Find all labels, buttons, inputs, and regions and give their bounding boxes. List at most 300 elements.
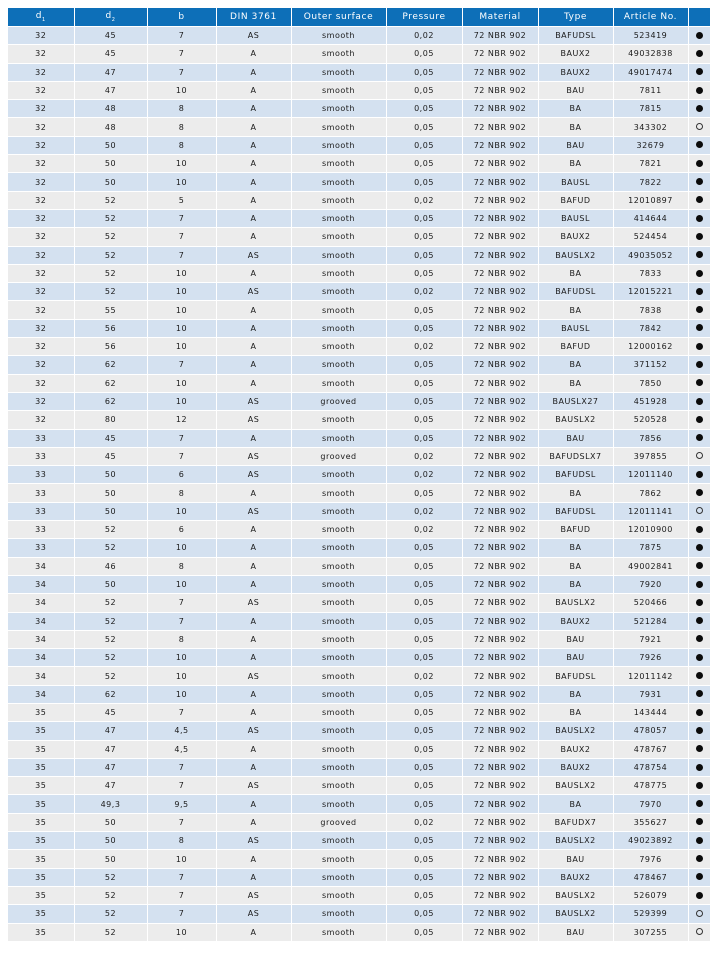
cell-d1: 34 xyxy=(8,685,74,703)
cell-material: 72 NBR 902 xyxy=(462,612,538,630)
cell-pressure: 0,02 xyxy=(386,502,462,520)
cell-b: 10 xyxy=(147,575,216,593)
cell-din-3761: A xyxy=(216,155,291,173)
cell-din-3761: AS xyxy=(216,594,291,612)
cell-availability xyxy=(688,777,710,795)
cell-availability xyxy=(688,502,710,520)
cell-article-no: 355627 xyxy=(613,813,688,831)
cell-din-3761: A xyxy=(216,868,291,886)
cell-din-3761: A xyxy=(216,630,291,648)
cell-d2: 47 xyxy=(74,740,147,758)
cell-din-3761: AS xyxy=(216,447,291,465)
cell-d1: 35 xyxy=(8,722,74,740)
cell-outer-surface: smooth xyxy=(291,246,386,264)
table-row[interactable] xyxy=(8,209,710,227)
cell-availability xyxy=(688,136,710,154)
cell-article-no: 7815 xyxy=(613,100,688,118)
header-d2-subscript: 2 xyxy=(111,16,116,23)
cell-outer-surface: smooth xyxy=(291,777,386,795)
cell-d1: 32 xyxy=(8,63,74,81)
table-row[interactable] xyxy=(8,575,710,593)
cell-outer-surface: smooth xyxy=(291,45,386,63)
cell-b: 10 xyxy=(147,264,216,282)
cell-pressure: 0,05 xyxy=(386,850,462,868)
cell-pressure: 0,05 xyxy=(386,264,462,282)
cell-pressure: 0,02 xyxy=(386,191,462,209)
table-row[interactable] xyxy=(8,649,710,667)
filled-circle-icon xyxy=(696,855,703,862)
cell-outer-surface: smooth xyxy=(291,209,386,227)
cell-article-no: 524454 xyxy=(613,228,688,246)
cell-availability xyxy=(688,374,710,392)
cell-d1: 34 xyxy=(8,557,74,575)
table-row[interactable] xyxy=(8,191,710,209)
cell-b: 7 xyxy=(147,246,216,264)
table-row[interactable] xyxy=(8,832,710,850)
header-b[interactable]: b xyxy=(147,8,216,27)
cell-b: 7 xyxy=(147,612,216,630)
filled-circle-icon xyxy=(696,324,703,331)
cell-din-3761: A xyxy=(216,100,291,118)
cell-d1: 32 xyxy=(8,301,74,319)
cell-d1: 32 xyxy=(8,155,74,173)
cell-d1: 35 xyxy=(8,886,74,904)
cell-d2: 52 xyxy=(74,246,147,264)
cell-material: 72 NBR 902 xyxy=(462,557,538,575)
cell-outer-surface: smooth xyxy=(291,191,386,209)
cell-b: 7 xyxy=(147,594,216,612)
cell-d2: 48 xyxy=(74,118,147,136)
table-row[interactable] xyxy=(8,301,710,319)
cell-article-no: 49032838 xyxy=(613,45,688,63)
header-pressure[interactable]: Pressure xyxy=(386,8,462,27)
cell-outer-surface: smooth xyxy=(291,594,386,612)
cell-b: 7 xyxy=(147,868,216,886)
table-row[interactable] xyxy=(8,447,710,465)
cell-pressure: 0,05 xyxy=(386,832,462,850)
cell-availability xyxy=(688,100,710,118)
cell-b: 7 xyxy=(147,228,216,246)
cell-din-3761: A xyxy=(216,923,291,941)
cell-pressure: 0,05 xyxy=(386,740,462,758)
cell-b: 10 xyxy=(147,338,216,356)
cell-material: 72 NBR 902 xyxy=(462,777,538,795)
cell-type: BA xyxy=(538,484,613,502)
cell-d2: 47 xyxy=(74,758,147,776)
cell-outer-surface: smooth xyxy=(291,795,386,813)
cell-d1: 34 xyxy=(8,630,74,648)
cell-article-no: 12011140 xyxy=(613,466,688,484)
cell-article-no: 7833 xyxy=(613,264,688,282)
table-row[interactable] xyxy=(8,722,710,740)
table-row[interactable] xyxy=(8,374,710,392)
cell-outer-surface: smooth xyxy=(291,283,386,301)
filled-circle-icon xyxy=(696,288,703,295)
cell-b: 8 xyxy=(147,557,216,575)
product-table-sheet xyxy=(8,8,710,942)
table-row[interactable] xyxy=(8,502,710,520)
cell-article-no: 49017474 xyxy=(613,63,688,81)
cell-material: 72 NBR 902 xyxy=(462,100,538,118)
cell-pressure: 0,05 xyxy=(386,118,462,136)
cell-article-no: 521284 xyxy=(613,612,688,630)
cell-outer-surface: smooth xyxy=(291,118,386,136)
cell-availability xyxy=(688,45,710,63)
table-row[interactable] xyxy=(8,319,710,337)
cell-availability xyxy=(688,264,710,282)
table-row[interactable] xyxy=(8,630,710,648)
cell-outer-surface: smooth xyxy=(291,301,386,319)
cell-material: 72 NBR 902 xyxy=(462,886,538,904)
cell-availability xyxy=(688,630,710,648)
cell-din-3761: A xyxy=(216,850,291,868)
header-din-3761[interactable]: DIN 3761 xyxy=(216,8,291,27)
cell-availability xyxy=(688,155,710,173)
cell-material: 72 NBR 902 xyxy=(462,283,538,301)
table-row[interactable] xyxy=(8,667,710,685)
cell-din-3761: A xyxy=(216,813,291,831)
table-row[interactable] xyxy=(8,868,710,886)
cell-material: 72 NBR 902 xyxy=(462,246,538,264)
cell-material: 72 NBR 902 xyxy=(462,868,538,886)
cell-b: 10 xyxy=(147,667,216,685)
cell-din-3761: AS xyxy=(216,283,291,301)
filled-circle-icon xyxy=(696,68,703,75)
filled-circle-icon xyxy=(696,800,703,807)
cell-article-no: 7921 xyxy=(613,630,688,648)
cell-pressure: 0,05 xyxy=(386,685,462,703)
cell-d1: 32 xyxy=(8,319,74,337)
filled-circle-icon xyxy=(696,251,703,258)
cell-article-no: 478754 xyxy=(613,758,688,776)
cell-din-3761: AS xyxy=(216,667,291,685)
cell-pressure: 0,05 xyxy=(386,886,462,904)
table-row[interactable] xyxy=(8,356,710,374)
table-row[interactable] xyxy=(8,118,710,136)
cell-outer-surface: smooth xyxy=(291,575,386,593)
cell-article-no: 49023892 xyxy=(613,832,688,850)
cell-d2: 55 xyxy=(74,301,147,319)
header-d2-label: d xyxy=(105,11,112,22)
table-row[interactable] xyxy=(8,758,710,776)
table-row[interactable] xyxy=(8,173,710,191)
cell-availability xyxy=(688,905,710,923)
cell-article-no: 526079 xyxy=(613,886,688,904)
cell-d1: 34 xyxy=(8,649,74,667)
filled-circle-icon xyxy=(696,361,703,368)
cell-pressure: 0,05 xyxy=(386,356,462,374)
cell-outer-surface: smooth xyxy=(291,338,386,356)
cell-type: BAUX2 xyxy=(538,63,613,81)
header-d2[interactable] xyxy=(74,8,147,27)
cell-d1: 32 xyxy=(8,136,74,154)
cell-material: 72 NBR 902 xyxy=(462,81,538,99)
cell-availability xyxy=(688,612,710,630)
cell-article-no: 12015221 xyxy=(613,283,688,301)
table-row[interactable] xyxy=(8,612,710,630)
cell-availability xyxy=(688,338,710,356)
cell-pressure: 0,05 xyxy=(386,392,462,410)
cell-outer-surface: smooth xyxy=(291,502,386,520)
cell-d2: 50 xyxy=(74,155,147,173)
cell-d2: 52 xyxy=(74,612,147,630)
filled-circle-icon xyxy=(696,178,703,185)
cell-type: BA xyxy=(538,557,613,575)
cell-b: 7 xyxy=(147,886,216,904)
table-row[interactable] xyxy=(8,136,710,154)
filled-circle-icon xyxy=(696,672,703,679)
cell-pressure: 0,05 xyxy=(386,905,462,923)
cell-d2: 47 xyxy=(74,777,147,795)
cell-b: 8 xyxy=(147,100,216,118)
cell-pressure: 0,05 xyxy=(386,868,462,886)
cell-pressure: 0,02 xyxy=(386,283,462,301)
cell-d1: 33 xyxy=(8,466,74,484)
header-article-no[interactable]: Article No. xyxy=(613,8,688,27)
cell-d2: 56 xyxy=(74,319,147,337)
table-row[interactable] xyxy=(8,685,710,703)
table-row[interactable] xyxy=(8,539,710,557)
cell-type: BAUSL xyxy=(538,319,613,337)
table-row[interactable] xyxy=(8,777,710,795)
cell-outer-surface: smooth xyxy=(291,374,386,392)
cell-outer-surface: smooth xyxy=(291,758,386,776)
cell-material: 72 NBR 902 xyxy=(462,484,538,502)
cell-d2: 52 xyxy=(74,264,147,282)
cell-d2: 52 xyxy=(74,630,147,648)
hollow-circle-icon xyxy=(696,910,703,917)
header-d1[interactable] xyxy=(8,8,74,27)
cell-d2: 47 xyxy=(74,722,147,740)
cell-d1: 32 xyxy=(8,246,74,264)
cell-availability xyxy=(688,411,710,429)
cell-material: 72 NBR 902 xyxy=(462,703,538,721)
cell-type: BA xyxy=(538,100,613,118)
cell-article-no: 7850 xyxy=(613,374,688,392)
cell-article-no: 529399 xyxy=(613,905,688,923)
cell-d1: 32 xyxy=(8,118,74,136)
filled-circle-icon xyxy=(696,727,703,734)
cell-article-no: 7875 xyxy=(613,539,688,557)
cell-pressure: 0,05 xyxy=(386,63,462,81)
cell-article-no: 7920 xyxy=(613,575,688,593)
cell-material: 72 NBR 902 xyxy=(462,630,538,648)
cell-d1: 35 xyxy=(8,868,74,886)
filled-circle-icon xyxy=(696,764,703,771)
cell-material: 72 NBR 902 xyxy=(462,539,538,557)
cell-d1: 32 xyxy=(8,209,74,227)
cell-type: BAUSLX2 xyxy=(538,905,613,923)
cell-type: BAUSL xyxy=(538,209,613,227)
table-row[interactable] xyxy=(8,850,710,868)
table-row[interactable] xyxy=(8,466,710,484)
cell-d2: 46 xyxy=(74,557,147,575)
table-row[interactable] xyxy=(8,905,710,923)
cell-availability xyxy=(688,813,710,831)
filled-circle-icon xyxy=(696,141,703,148)
cell-article-no: 7822 xyxy=(613,173,688,191)
cell-type: BA xyxy=(538,703,613,721)
table-row[interactable] xyxy=(8,228,710,246)
cell-material: 72 NBR 902 xyxy=(462,758,538,776)
table-row[interactable] xyxy=(8,795,710,813)
cell-availability xyxy=(688,575,710,593)
table-row[interactable] xyxy=(8,392,710,410)
cell-availability xyxy=(688,886,710,904)
header-row xyxy=(8,8,710,27)
table-row[interactable] xyxy=(8,484,710,502)
cell-d1: 32 xyxy=(8,338,74,356)
cell-article-no: 49035052 xyxy=(613,246,688,264)
cell-pressure: 0,05 xyxy=(386,173,462,191)
cell-type: BAU xyxy=(538,649,613,667)
cell-article-no: 7856 xyxy=(613,429,688,447)
table-row[interactable] xyxy=(8,63,710,81)
cell-material: 72 NBR 902 xyxy=(462,649,538,667)
table-row[interactable] xyxy=(8,27,710,45)
cell-din-3761: A xyxy=(216,45,291,63)
cell-d2: 45 xyxy=(74,27,147,45)
cell-b: 7 xyxy=(147,429,216,447)
cell-b: 7 xyxy=(147,813,216,831)
filled-circle-icon xyxy=(696,434,703,441)
cell-availability xyxy=(688,447,710,465)
cell-material: 72 NBR 902 xyxy=(462,319,538,337)
table-row[interactable] xyxy=(8,886,710,904)
filled-circle-icon xyxy=(696,892,703,899)
cell-type: BAFUDX7 xyxy=(538,813,613,831)
cell-b: 10 xyxy=(147,685,216,703)
table-row[interactable] xyxy=(8,813,710,831)
cell-din-3761: A xyxy=(216,374,291,392)
table-row[interactable] xyxy=(8,246,710,264)
cell-b: 10 xyxy=(147,502,216,520)
cell-outer-surface: smooth xyxy=(291,832,386,850)
table-row[interactable] xyxy=(8,100,710,118)
cell-din-3761: A xyxy=(216,575,291,593)
table-row[interactable] xyxy=(8,338,710,356)
cell-type: BAUSL xyxy=(538,173,613,191)
table-row[interactable] xyxy=(8,155,710,173)
cell-d2: 50 xyxy=(74,136,147,154)
cell-type: BAUSLX2 xyxy=(538,594,613,612)
cell-article-no: 12010897 xyxy=(613,191,688,209)
cell-b: 7 xyxy=(147,905,216,923)
cell-pressure: 0,05 xyxy=(386,630,462,648)
cell-pressure: 0,05 xyxy=(386,155,462,173)
cell-outer-surface: smooth xyxy=(291,356,386,374)
cell-type: BAUSLX2 xyxy=(538,832,613,850)
cell-d1: 33 xyxy=(8,539,74,557)
cell-availability xyxy=(688,228,710,246)
cell-material: 72 NBR 902 xyxy=(462,27,538,45)
table-row[interactable] xyxy=(8,923,710,941)
cell-d1: 32 xyxy=(8,411,74,429)
header-type[interactable]: Type xyxy=(538,8,613,27)
cell-pressure: 0,05 xyxy=(386,539,462,557)
filled-circle-icon xyxy=(696,196,703,203)
cell-availability xyxy=(688,301,710,319)
cell-d2: 50 xyxy=(74,466,147,484)
table-row[interactable] xyxy=(8,264,710,282)
cell-type: BAU xyxy=(538,81,613,99)
cell-b: 10 xyxy=(147,392,216,410)
cell-pressure: 0,05 xyxy=(386,722,462,740)
cell-type: BA xyxy=(538,685,613,703)
cell-b: 7 xyxy=(147,209,216,227)
table-row[interactable] xyxy=(8,283,710,301)
cell-article-no: 7862 xyxy=(613,484,688,502)
cell-pressure: 0,02 xyxy=(386,27,462,45)
table-row[interactable] xyxy=(8,429,710,447)
cell-article-no: 397855 xyxy=(613,447,688,465)
cell-material: 72 NBR 902 xyxy=(462,118,538,136)
cell-outer-surface: smooth xyxy=(291,173,386,191)
cell-type: BAU xyxy=(538,630,613,648)
cell-availability xyxy=(688,63,710,81)
cell-article-no: 32679 xyxy=(613,136,688,154)
cell-availability xyxy=(688,923,710,941)
cell-din-3761: AS xyxy=(216,27,291,45)
cell-din-3761: A xyxy=(216,191,291,209)
cell-material: 72 NBR 902 xyxy=(462,575,538,593)
cell-type: BAUX2 xyxy=(538,612,613,630)
cell-outer-surface: smooth xyxy=(291,722,386,740)
cell-outer-surface: smooth xyxy=(291,63,386,81)
cell-outer-surface: smooth xyxy=(291,557,386,575)
cell-pressure: 0,05 xyxy=(386,703,462,721)
table-row[interactable] xyxy=(8,557,710,575)
table-row[interactable] xyxy=(8,411,710,429)
hollow-circle-icon xyxy=(696,928,703,935)
cell-din-3761: A xyxy=(216,557,291,575)
table-row[interactable] xyxy=(8,740,710,758)
cell-material: 72 NBR 902 xyxy=(462,685,538,703)
cell-din-3761: A xyxy=(216,758,291,776)
cell-material: 72 NBR 902 xyxy=(462,521,538,539)
cell-b: 10 xyxy=(147,173,216,191)
cell-din-3761: A xyxy=(216,649,291,667)
cell-type: BA xyxy=(538,301,613,319)
cell-type: BAUSLX2 xyxy=(538,246,613,264)
filled-circle-icon xyxy=(696,32,703,39)
cell-d1: 35 xyxy=(8,850,74,868)
table-row[interactable] xyxy=(8,521,710,539)
cell-din-3761: A xyxy=(216,521,291,539)
cell-b: 10 xyxy=(147,319,216,337)
cell-d2: 52 xyxy=(74,649,147,667)
cell-article-no: 7976 xyxy=(613,850,688,868)
cell-article-no: 49002841 xyxy=(613,557,688,575)
cell-availability xyxy=(688,594,710,612)
cell-outer-surface: grooved xyxy=(291,447,386,465)
cell-b: 5 xyxy=(147,191,216,209)
cell-d1: 32 xyxy=(8,264,74,282)
table-row[interactable] xyxy=(8,594,710,612)
cell-d2: 56 xyxy=(74,338,147,356)
filled-circle-icon xyxy=(696,215,703,222)
cell-din-3761: AS xyxy=(216,886,291,904)
cell-d1: 35 xyxy=(8,777,74,795)
cell-d1: 35 xyxy=(8,795,74,813)
cell-material: 72 NBR 902 xyxy=(462,667,538,685)
cell-din-3761: AS xyxy=(216,722,291,740)
header-outer-surface[interactable]: Outer surface xyxy=(291,8,386,27)
table-row[interactable] xyxy=(8,81,710,99)
header-material[interactable]: Material xyxy=(462,8,538,27)
table-row[interactable] xyxy=(8,703,710,721)
table-row[interactable] xyxy=(8,45,710,63)
